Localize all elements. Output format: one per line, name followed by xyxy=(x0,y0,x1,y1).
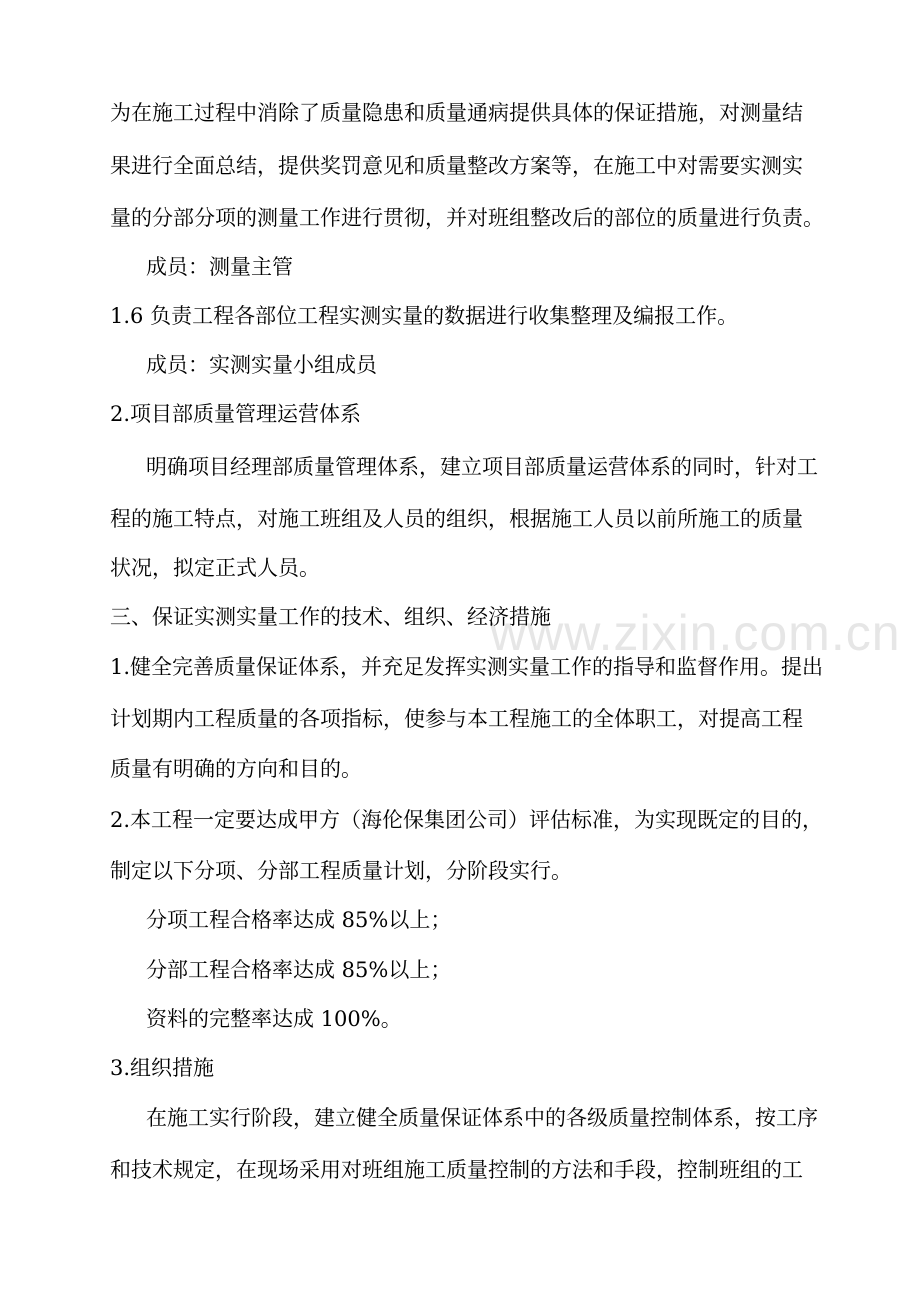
section-heading: 3.组织措施 xyxy=(110,1056,215,1080)
paragraph-line: 量的分部分项的测量工作进行贯彻，并对班组整改后的部位的质量进行负责。 xyxy=(110,206,824,230)
target-item: 资料的完整率达成 100%。 xyxy=(146,1007,402,1031)
paragraph-line: 质量有明确的方向和目的。 xyxy=(110,757,362,781)
paragraph-line: 为在施工过程中消除了质量隐患和质量通病提供具体的保证措施，对测量结 xyxy=(110,101,803,125)
paragraph-line: 状况，拟定正式人员。 xyxy=(110,556,320,580)
section-heading: 2.项目部质量管理运营体系 xyxy=(110,402,362,426)
target-item: 分项工程合格率达成 85%以上； xyxy=(146,908,452,932)
watermark: www.zixin.com.cn xyxy=(490,605,901,661)
paragraph-line: 计划期内工程质量的各项指标，使参与本工程施工的全体职工，对提高工程 xyxy=(110,707,803,731)
paragraph-line: 2.本工程一定要达成甲方（海伦保集团公司）评估标准，为实现既定的目的， xyxy=(110,808,824,832)
member-line: 成员：实测实量小组成员 xyxy=(146,353,377,377)
paragraph-line: 1.健全完善质量保证体系，并充足发挥实测实量工作的指导和监督作用。提出 xyxy=(110,655,824,679)
paragraph-line: 明确项目经理部质量管理体系，建立项目部质量运营体系的同时，针对工 xyxy=(146,455,818,479)
chapter-heading: 三、保证实测实量工作的技术、组织、经济措施 xyxy=(110,605,551,629)
paragraph-line: 程的施工特点，对施工班组及人员的组织，根据施工人员以前所施工的质量 xyxy=(110,507,803,531)
target-item: 分部工程合格率达成 85%以上； xyxy=(146,958,452,982)
paragraph-line: 和技术规定，在现场采用对班组施工质量控制的方法和手段，控制班组的工 xyxy=(110,1158,803,1182)
member-line: 成员：测量主管 xyxy=(146,255,293,279)
paragraph-line: 果进行全面总结，提供奖罚意见和质量整改方案等，在施工中对需要实测实 xyxy=(110,154,803,178)
paragraph-line: 制定以下分项、分部工程质量计划，分阶段实行。 xyxy=(110,859,572,883)
paragraph-line: 在施工实行阶段，建立健全质量保证体系中的各级质量控制体系，按工序 xyxy=(146,1106,818,1130)
section-item: 1.6 负责工程各部位工程实测实量的数据进行收集整理及编报工作。 xyxy=(110,304,739,328)
